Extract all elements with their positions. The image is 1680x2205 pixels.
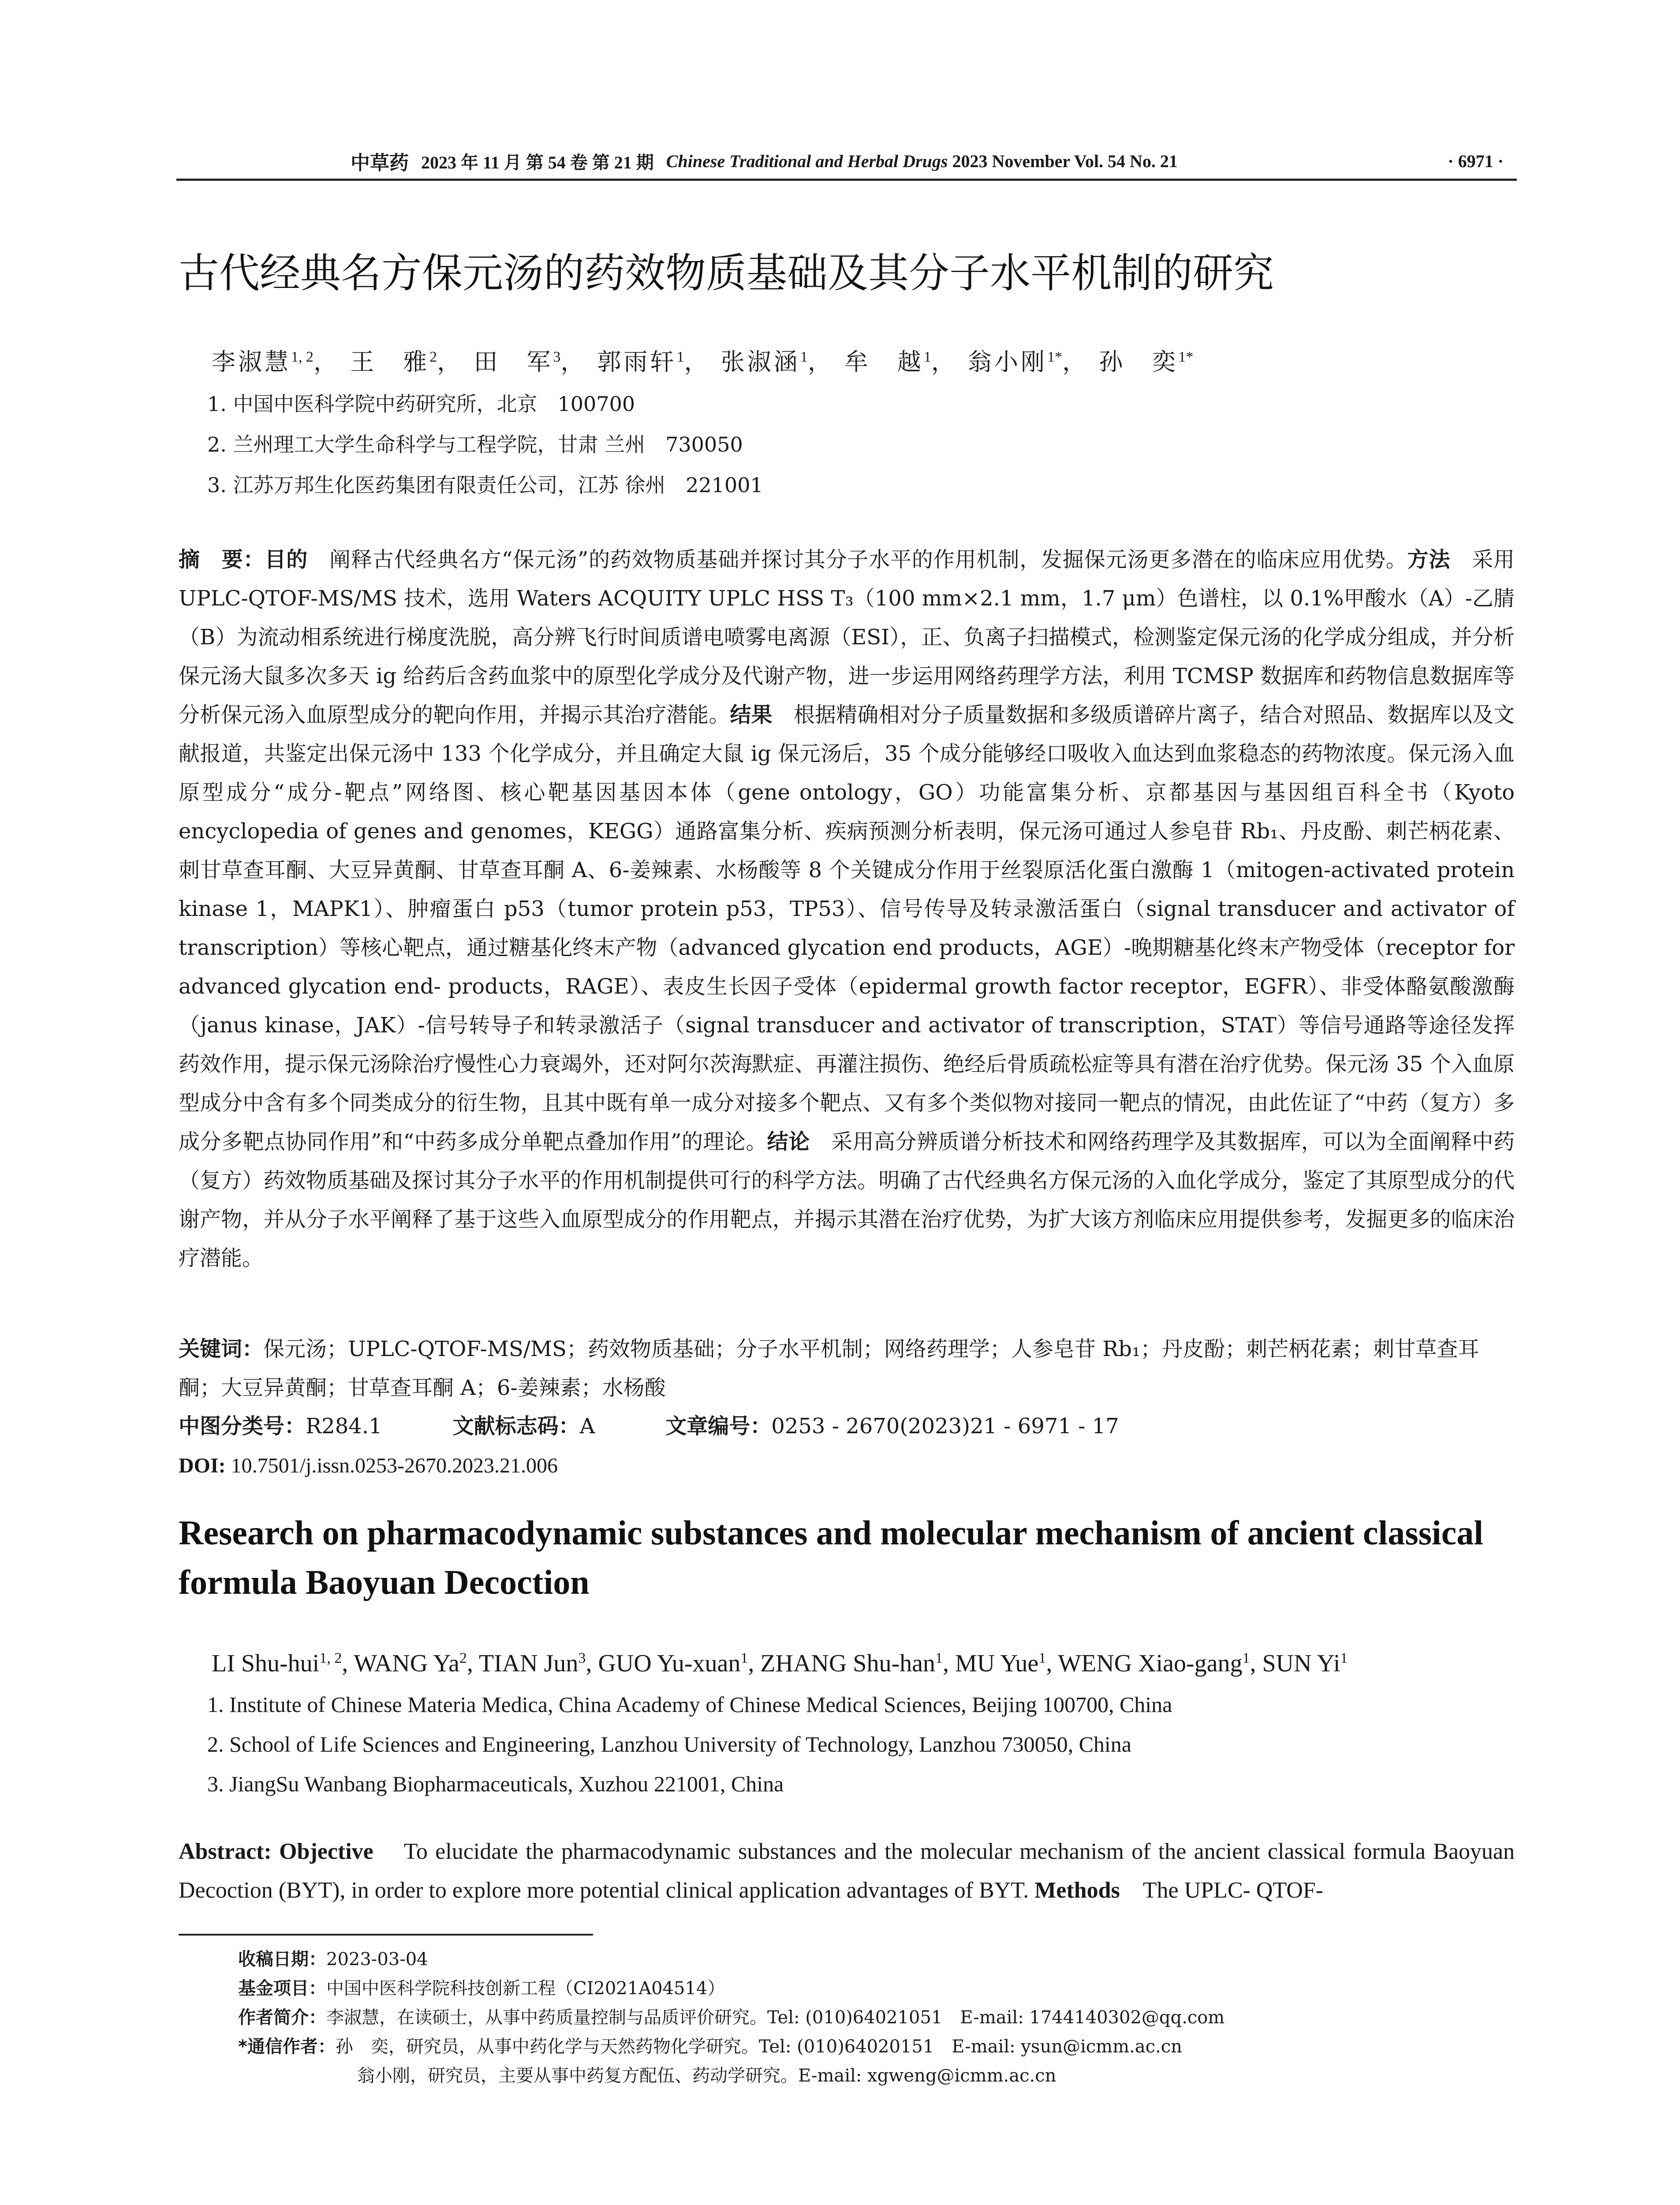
issue-en: 2023 November Vol. 54 No. 21: [952, 151, 1178, 171]
funding: 基金项目： 中国中医科学院科技创新工程（CI2021A04514）: [238, 1978, 725, 1999]
authors-en: LI Shu-hui$^{1, 2}$, WANG Ya$^2$, TIAN Jun$^3$, GUO Yu-xuan$^1$, ZHANG Shu-han$^1$, MU Yue$^1$, WENG Xiao-gang$^1$, SUN Yi$^1$: [212, 1649, 1348, 1677]
objective-label: 目的: [265, 547, 308, 572]
running-header: [179, 146, 1515, 176]
abstract-en-label: Abstract: Objective: [179, 1839, 373, 1864]
footnotes: [238, 1945, 1517, 2090]
title-en: Research on pharmacodynamic substances and molecular mechanism of ancient classical formula Baoyuan Decoction: [179, 1514, 1483, 1601]
received-date: 收稿日期： 2023-03-04: [238, 1949, 428, 1970]
title-cn: 古代经典名方保元汤的药效物质基础及其分子水平机制的研究: [179, 250, 1274, 297]
conclusion-text: 采用高分辨质谱分析技术和网络药理学及其数据库，可以为全面阐释中药（复方）药效物质基础及探讨其分子水平的作用机制提供可行的科学方法。明确了古代经典名方保元汤的入血化学成分，鉴定了其原型成分的代谢产物，并从分子水平阐释了基于这些入血原型成分的作用靶点，并揭示其潜在治疗优势，为扩大该方剂临床应用提供参考，发掘更多的临床治疗潜能。: [179, 1129, 1515, 1271]
author-en: TIAN Jun$^3$: [478, 1649, 586, 1677]
methods-en-label: Methods: [1034, 1878, 1120, 1903]
keywords-text: 保元汤；UPLC-QTOF-MS/MS；药效物质基础；分子水平机制；网络药理学；人参皂苷 Rb₁；丹皮酚；刺芒柄花素；刺甘草查耳酮；大豆异黄酮；甘草查耳酮 A；6-姜辣素；水杨酸: [179, 1337, 1479, 1400]
journal-name-en: Chinese Traditional and Herbal Drugs: [666, 151, 948, 171]
header-rule: [176, 179, 1517, 181]
issue-cn: 2023 年 11 月 第 54 卷 第 21 期: [421, 152, 654, 172]
author-cn: 牟 越$^1$: [844, 348, 931, 376]
results-text: 根据精确相对分子质量数据和多级质谱碎片离子，结合对照品、数据库以及文献报道，共鉴定出保元汤中 133 个化学成分，并且确定大鼠 ig 保元汤后，35 个成分能够经口吸收入血达到血浆稳态的药物浓度。保元汤入血原型成分“成分-靶点”网络图、核心靶基因基因本体（gene ontology，GO）功能富集分析、京都基因与基因组百科全书（Kyoto encyclopedia of genes and genomes，KEGG）通路富集分析、疾病预测分析表明，保元汤可通过人参皂苷 Rb₁、丹皮酚、刺芒柄花素、刺甘草查耳酮、大豆异黄酮、甘草查耳酮 A、6-姜辣素、水杨酸等 8 个关键成分作用于丝裂原活化蛋白激酶 1（mitogen-activated protein kinase 1，MAPK1）、肿瘤蛋白 p53（tumor protein p53，TP53）、信号传导及转录激活蛋白（signal transducer and activator of transcription）等核心靶点，通过糖基化终末产物（advanced glycation end products，AGE）-晚期糖基化终末产物受体（receptor for advanced glycation end- products，RAGE）、表皮生长因子受体（epidermal growth factor receptor，EGFR）、非受体酪氨酸激酶（janus kinase，JAK）-信号转导子和转录激活子（signal transducer and activator of transcription，STAT）等信号通路等途径发挥药效作用，提示保元汤除治疗慢性心力衰竭外，还对阿尔茨海默症、再灌注损伤、绝经后骨质疏松症等具有潜在治疗优势。保元汤 35 个入血原型成分中含有多个同类成分的衍生物，且其中既有单一成分对接多个靶点、又有多个类似物对接同一靶点的情况，由此佐证了“中药（复方）多成分多靶点协同作用”和“中药多成分单靶点叠加作用”的理论。: [179, 703, 1515, 1154]
author-en: ZHANG Shu-han$^1$: [760, 1649, 943, 1677]
author-cn: 郭雨轩$^1$: [597, 348, 684, 376]
affiliation-cn: 3. 江苏万邦生化医药集团有限责任公司，江苏 徐州 221001: [207, 473, 763, 497]
author-en: WANG Ya$^2$: [354, 1649, 467, 1677]
affiliation-en: 2. School of Life Sciences and Engineering, Lanzhou University of Technology, Lanzhou 730050, China: [207, 1732, 1131, 1757]
author-en: GUO Yu-xuan$^1$: [598, 1649, 748, 1677]
doc-code-value: A: [579, 1414, 595, 1439]
author-cn: 翁小刚$^{1*}$: [968, 348, 1063, 376]
conclusion-label: 结论: [767, 1129, 810, 1154]
keywords: [179, 1330, 1515, 1407]
clc-label: 中图分类号：: [179, 1414, 306, 1439]
author-cn: 田 军$^3$: [474, 348, 561, 376]
objective-en-text: To elucidate the pharmacodynamic substances and the molecular mechanism of the ancient classical formula Baoyuan Decoction (BYT), in order to explore more potential clinical application advantages of BYT.: [179, 1839, 1515, 1903]
authors-cn: 李淑慧$^{1, 2}$， 王 雅$^2$， 田 军$^3$， 郭雨轩$^1$， 张淑涵$^1$， 牟 越$^1$， 翁小刚$^{1*}$， 孙 奕$^{1*}$: [212, 348, 1194, 376]
methods-en-text: The UPLC- QTOF-: [1142, 1878, 1323, 1903]
affiliation-en: 1. Institute of Chinese Materia Medica, China Academy of Chinese Medical Sciences, Beijing 100700, China: [207, 1692, 1172, 1717]
results-label: 结果: [730, 703, 773, 727]
author-en: LI Shu-hui$^{1, 2}$: [212, 1649, 342, 1677]
affiliation-en: 3. JiangSu Wanbang Biopharmaceuticals, Xuzhou 221001, China: [207, 1771, 784, 1796]
classification-line: [179, 1407, 1515, 1446]
affiliations-en: [207, 1685, 1486, 1804]
abstract-en: [179, 1832, 1515, 1910]
author-cn: 王 雅$^2$: [350, 348, 437, 376]
doi-line: [179, 1446, 1515, 1485]
author-en: MU Yue$^1$: [955, 1649, 1046, 1677]
doi-label: DOI:: [179, 1454, 226, 1477]
author-cn: 李淑慧$^{1, 2}$: [212, 348, 314, 376]
methods-label: 方法: [1407, 547, 1451, 572]
affiliations-cn: [207, 384, 1486, 505]
affiliation-cn: 1. 中国中医科学院中药研究所，北京 100700: [207, 392, 635, 416]
article-number-value: 0253 - 2670(2023)21 - 6971 - 17: [771, 1414, 1119, 1439]
author-cn: 张淑涵$^1$: [721, 348, 808, 376]
affiliation-cn: 2. 兰州理工大学生命科学与工程学院，甘肃 兰州 730050: [207, 433, 743, 456]
author-en: SUN Yi$^1$: [1262, 1649, 1348, 1677]
corresponding-author-2: 翁小刚，研究员，主要从事中药复方配伍、药动学研究。E-mail: xgweng@icmm.ac.cn: [357, 2066, 1057, 2086]
journal-name-cn: 中草药: [351, 152, 409, 174]
doc-code-label: 文献标志码：: [452, 1414, 580, 1439]
page-number: · 6971 ·: [1448, 151, 1504, 171]
author-en: WENG Xiao-gang$^1$: [1058, 1649, 1250, 1677]
methods-text: 采用 UPLC-QTOF-MS/MS 技术，选用 Waters ACQUITY UPLC HSS T₃（100 mm×2.1 mm，1.7 μm）色谱柱，以 0.1%甲酸水（A）-乙腈（B）为流动相系统进行梯度洗脱，高分辨飞行时间质谱电喷雾电离源（ESI），正、负离子扫描模式，检测鉴定保元汤的化学成分组成，并分析保元汤大鼠多次多天 ig 给药后含药血浆中的原型化学成分及代谢产物，进一步运用网络药理学方法，利用 TCMSP 数据库和药物信息数据库等分析保元汤入血原型成分的靶向作用，并揭示其治疗潜能。: [179, 547, 1515, 727]
corresponding-author: *通信作者： 孙 奕，研究员，从事中药化学与天然药物化学研究。Tel: (010)64020151 E-mail: ysun@icmm.ac.cn: [238, 2037, 1182, 2057]
abstract-cn: [179, 540, 1515, 1278]
abstract-label: 摘 要：: [179, 547, 265, 572]
doi-value[interactable]: 10.7501/j.issn.0253-2670.2023.21.006: [231, 1454, 558, 1477]
objective-text: 阐释古代经典名方“保元汤”的药效物质基础并探讨其分子水平的作用机制，发掘保元汤更多潜在的临床应用优势。: [329, 547, 1407, 572]
footnote-rule: [179, 1934, 593, 1936]
article-number-label: 文章编号：: [665, 1414, 772, 1439]
clc-value: R284.1: [306, 1414, 382, 1439]
keywords-label: 关键词：: [179, 1337, 264, 1361]
author-bio: 作者简介： 李淑慧，在读硕士，从事中药质量控制与品质评价研究。Tel: (010)64021051 E-mail: 1744140302@qq.com: [238, 2007, 1225, 2028]
author-cn: 孙 奕$^{1*}$: [1099, 348, 1194, 376]
